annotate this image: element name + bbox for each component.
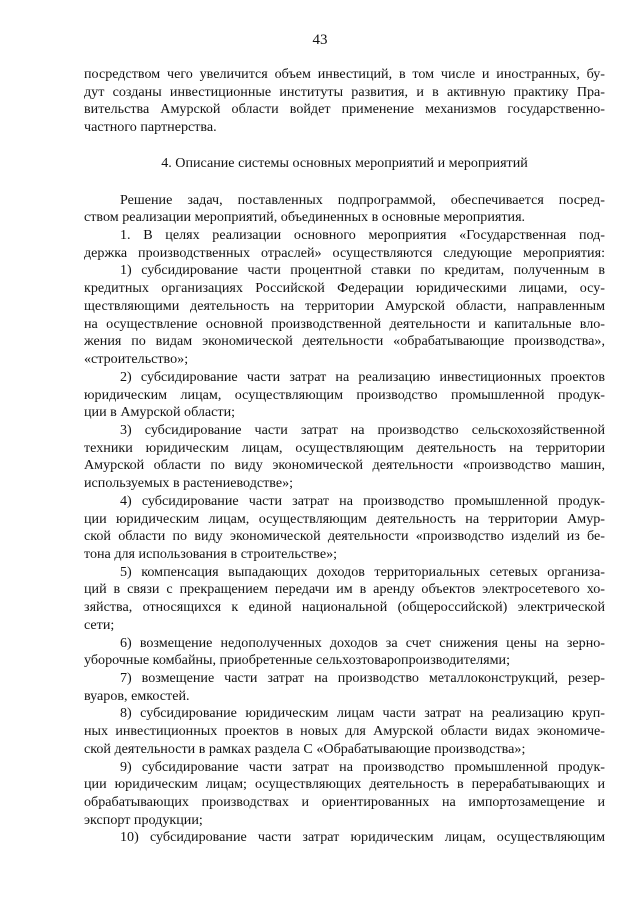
text-line: жения по видам экономической деятельности «обрабатывающие производства»,	[84, 333, 605, 350]
text-line: тона для использования в строительстве»;	[84, 545, 338, 562]
text-line: ных инвестиционных проектов в новых для Амурской области видах экономиче-	[84, 723, 605, 740]
body-text	[84, 192, 605, 848]
text-line: дут созданы инвестиционные институты развития, и в активную практику Пра-	[84, 83, 605, 100]
text-line: 3) субсидирование части затрат на производство сельскохозяйственной	[120, 421, 605, 438]
text-line: посредством чего увеличится объем инвестиций, в том числе и иностранных, бу-	[84, 66, 605, 82]
text-line: 4) субсидирование части затрат на производство промышленной продук-	[120, 492, 605, 509]
text-line: 7) возмещение части затрат на производство металлоконструкций, резер-	[120, 670, 605, 686]
text-line: кредитных организациях Российской Федерации юридическими лицами, осу-	[84, 280, 605, 297]
text-line: ской деятельности в рамках раздела С «Обрабатывающие производства»;	[84, 740, 526, 757]
page-number: 43	[312, 32, 328, 48]
text-line: используемых в растениеводстве»;	[84, 475, 294, 492]
section-heading: 4. Описание системы основных мероприятий и мероприятий	[161, 154, 528, 171]
text-line: ции юридическим лицам; осуществляющих деятельность в перерабатывающих и	[84, 776, 605, 793]
text-line: 10) субсидирование части затрат юридическим лицам, осуществляющим	[120, 829, 605, 846]
text-line: ством реализации мероприятий, объединенных в основные мероприятия.	[84, 209, 526, 226]
text-line: Решение задач, поставленных подпрограммой, обеспечивается посред-	[120, 191, 605, 208]
document-text	[84, 66, 605, 847]
text-line: 6) возмещение недополученных доходов за счет снижения цены на зерно-	[120, 634, 605, 651]
text-line: ской области по виду экономической деятельности «производство изделий из бе-	[84, 528, 605, 545]
text-line: держка производственных отраслей» осуществляются следующие мероприятия:	[84, 244, 605, 261]
text-line: вительства Амурской области войдет применение механизмов государственно-	[84, 101, 605, 118]
text-line: сети;	[84, 616, 115, 633]
text-line: Амурской области по виду экономической деятельности «производство машин,	[84, 457, 605, 474]
text-line: на осуществление основной производственной деятельности и капитальные вло-	[84, 315, 605, 332]
text-line: ции юридическим лицам, осуществляющим деятельность на территории Амур-	[84, 510, 605, 527]
text-line: зяйства, относящихся к единой национальной (общероссийской) электрической	[84, 599, 605, 616]
text-line: ций в связи с прекращением передачи им в аренду объектов электросетевого хо-	[84, 581, 605, 598]
text-line: экспорт продукции;	[84, 811, 203, 828]
text-line: уборочные комбайны, приобретенные сельхозтоваропроизводителями;	[84, 652, 511, 669]
text-line: 2) субсидирование части затрат на реализацию инвестиционных проектов	[120, 368, 605, 385]
text-line: ции в Амурской области;	[84, 404, 236, 421]
intro-paragraph	[84, 66, 605, 137]
text-line: «строительство»;	[84, 351, 189, 368]
text-line: частного партнерства.	[84, 119, 217, 136]
text-line: 8) субсидирование юридическим лицам части затрат на реализацию круп-	[120, 705, 605, 722]
text-line: 1. В целях реализации основного мероприятия «Государственная под-	[120, 227, 605, 244]
text-line: обрабатывающих производствах и ориентированных на импортозамещение и	[84, 794, 605, 811]
text-line: техники юридическим лицам, осуществляющим деятельность на территории	[84, 439, 605, 456]
text-line: 9) субсидирование части затрат на производство промышленной продук-	[120, 758, 605, 775]
text-line: вуаров, емкостей.	[84, 687, 190, 704]
text-line: юридическим лицам, осуществляющим производство промышленной продук-	[84, 386, 605, 403]
text-line: ществляющими деятельность на территории Амурской области, направленным	[84, 297, 605, 314]
text-line: 5) компенсация выпадающих доходов территориальных сетевых организа-	[120, 563, 605, 580]
text-line: 1) субсидирование части процентной ставки по кредитам, полученным в	[120, 262, 605, 279]
